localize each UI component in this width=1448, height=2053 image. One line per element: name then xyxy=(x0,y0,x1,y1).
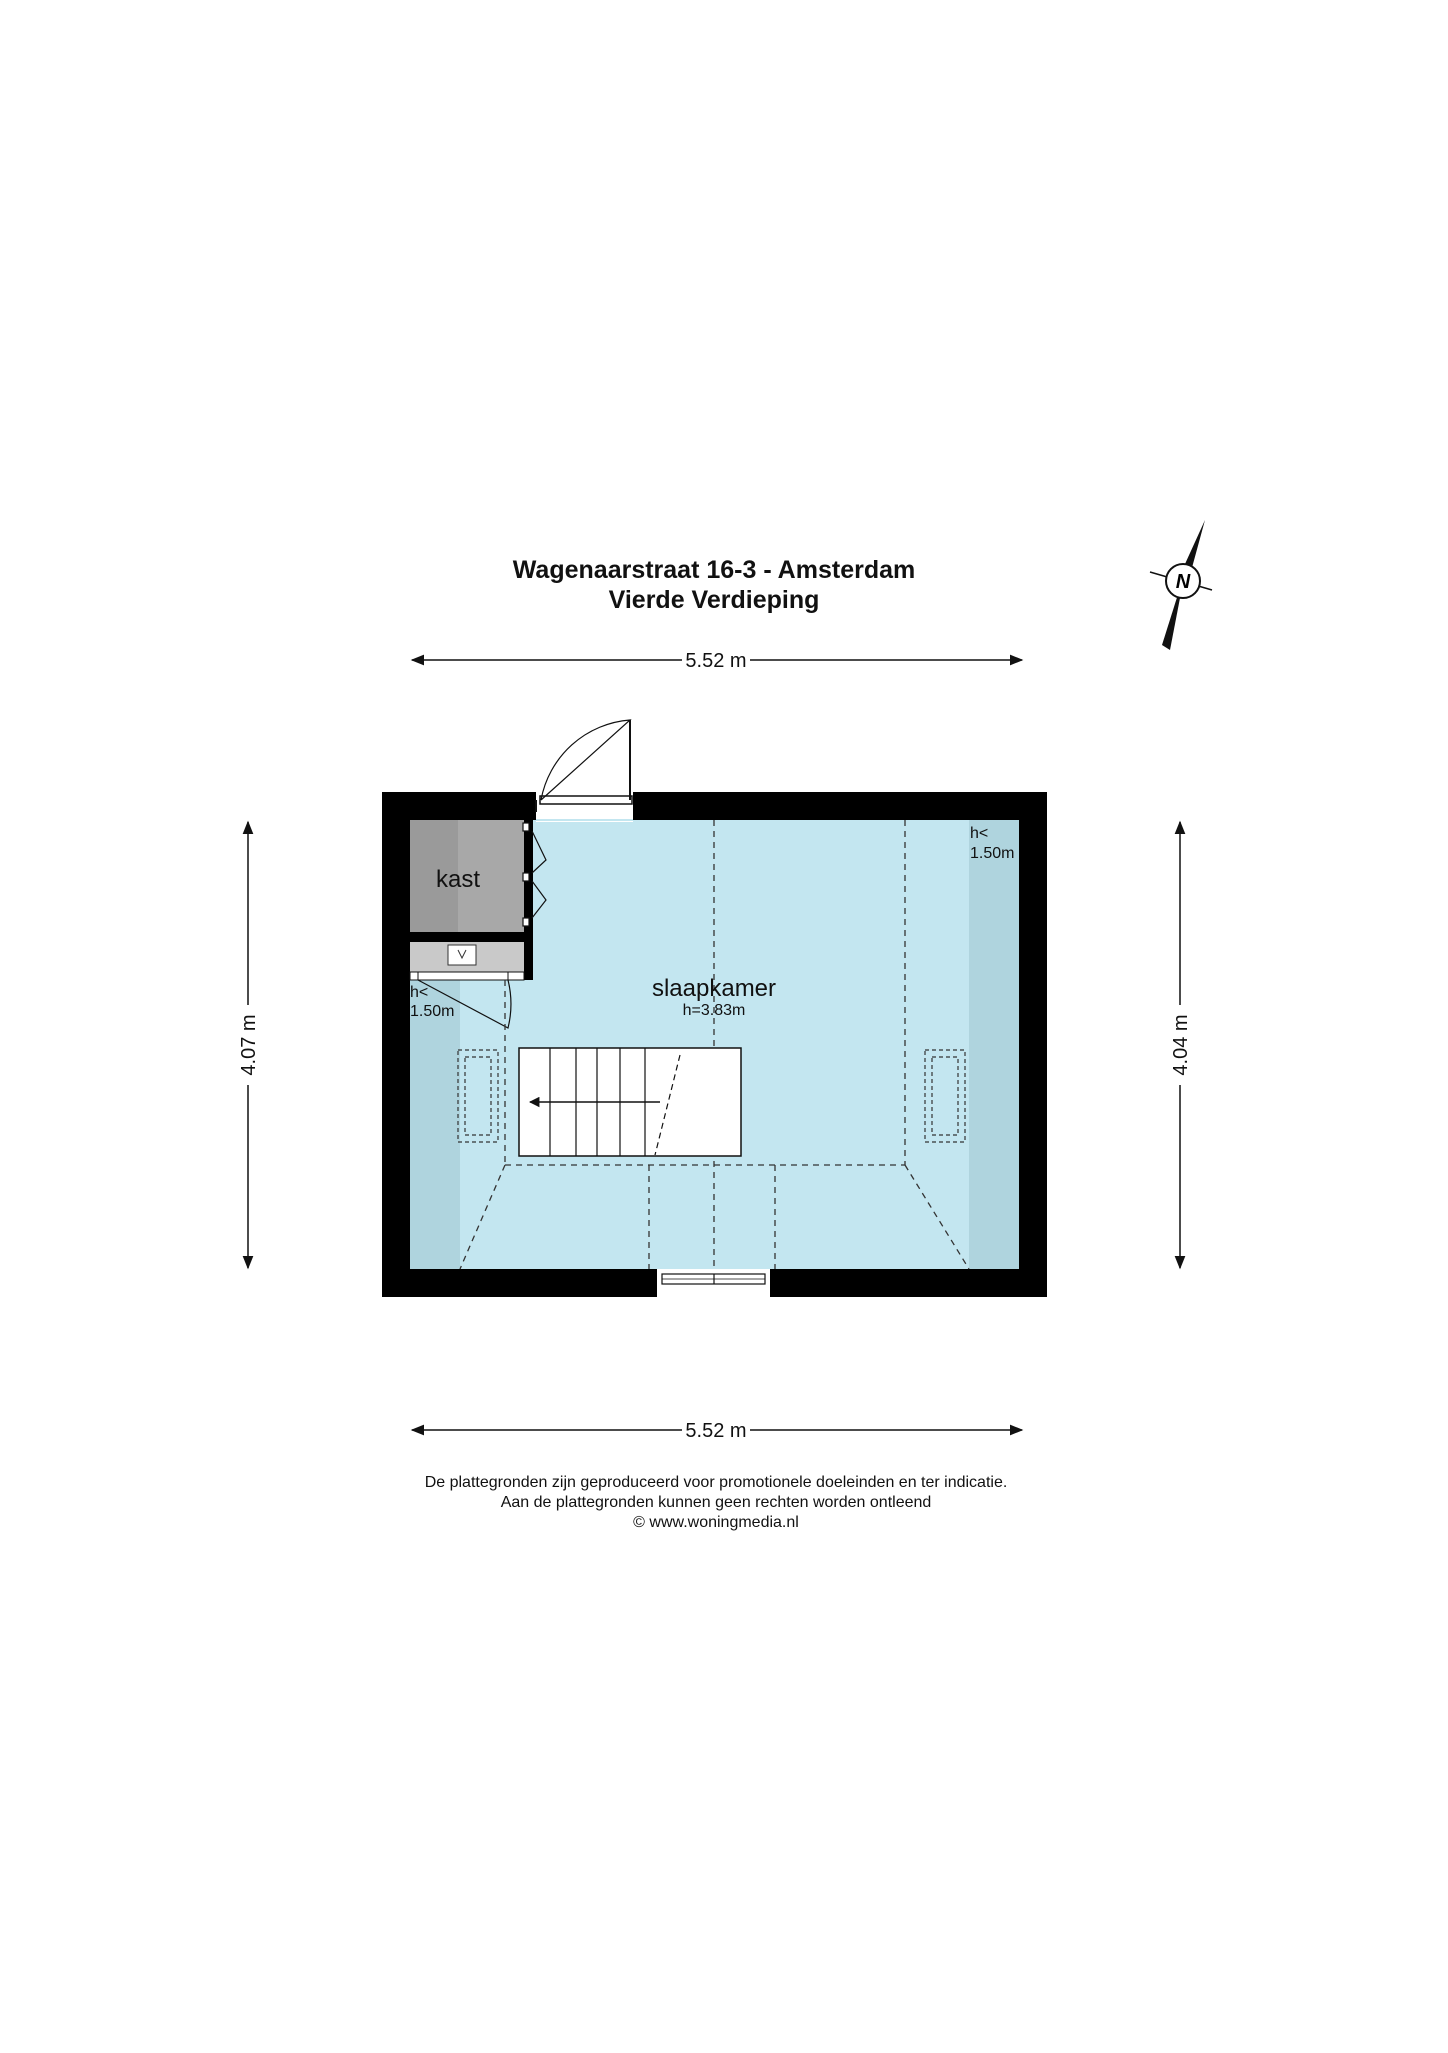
footer-line-2: Aan de plattegronden kunnen geen rechten worden ontleend xyxy=(500,1494,932,1511)
height-note-left-1: h< xyxy=(410,984,429,1001)
height-note-right-1: h< xyxy=(970,825,989,842)
boiler-icon xyxy=(448,945,476,965)
bedroom-height: h=3.83m xyxy=(682,1002,746,1019)
bottom-window xyxy=(657,1269,770,1297)
closet-label: kast xyxy=(436,866,481,893)
dimension-bottom xyxy=(412,1420,1022,1442)
height-note-left-2: 1.50m xyxy=(410,1003,455,1020)
footer-line-1: De plattegronden zijn geproduceerd voor promotionele doeleinden en ter indicatie. xyxy=(424,1474,1008,1491)
dimension-right-label: 4.04 m xyxy=(1170,1014,1192,1076)
dimension-top-label: 5.52 m xyxy=(685,650,747,672)
compass-letter: N xyxy=(1175,571,1191,593)
compass-north-icon xyxy=(1150,520,1212,650)
bedroom-label: slaapkamer xyxy=(651,975,777,1002)
footer-line-3: © www.woningmedia.nl xyxy=(633,1514,799,1531)
top-door-opening xyxy=(536,790,633,822)
dimension-top xyxy=(412,650,1022,672)
plan-floor-title: Vierde Verdieping xyxy=(608,586,820,614)
closet-divider-wall xyxy=(410,932,532,942)
dimension-left-label: 4.07 m xyxy=(238,1014,260,1076)
height-note-right-2: 1.50m xyxy=(970,845,1015,862)
dimension-bottom-label: 5.52 m xyxy=(685,1420,747,1442)
closet-side-wall xyxy=(524,820,533,980)
dimension-right xyxy=(1170,822,1192,1268)
floor-plan xyxy=(382,720,1047,1297)
slope-strip-right xyxy=(969,820,1019,1269)
plan-address-title: Wagenaarstraat 16-3 - Amsterdam xyxy=(512,556,916,584)
staircase xyxy=(519,1048,741,1156)
dimension-left xyxy=(238,822,260,1268)
entry-door xyxy=(536,720,632,812)
